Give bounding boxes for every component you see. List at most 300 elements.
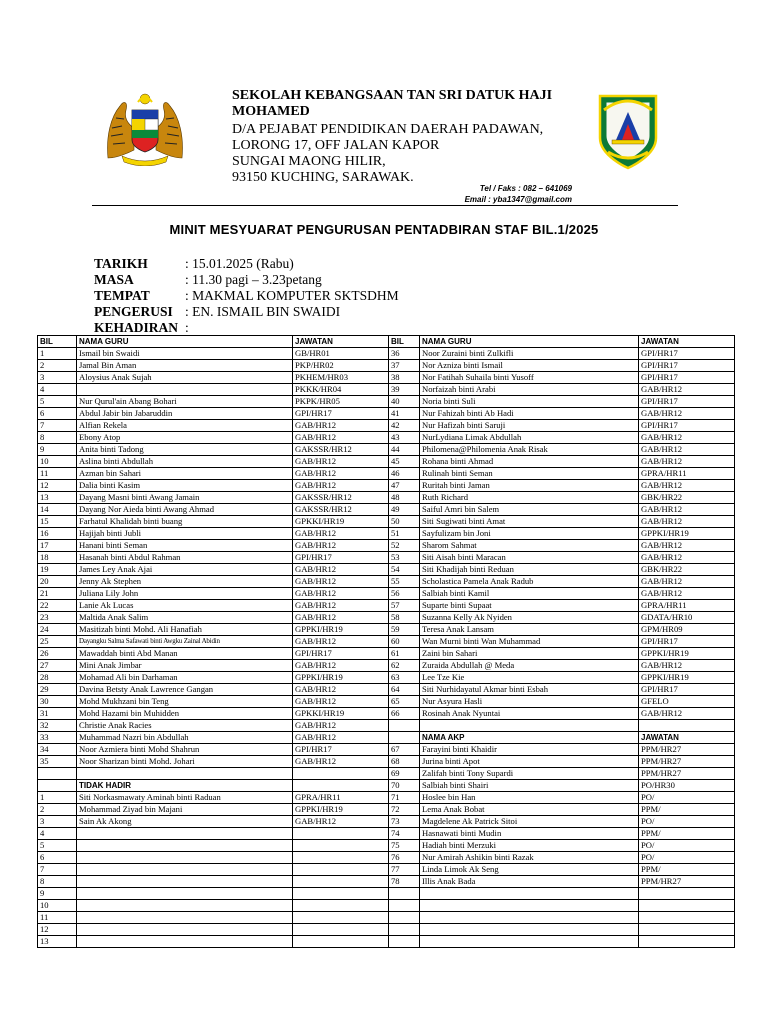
table-cell: PO/ <box>639 816 735 828</box>
table-cell: GAB/HR12 <box>639 660 735 672</box>
table-cell: 46 <box>389 468 420 480</box>
table-row <box>38 912 735 924</box>
table-cell: 53 <box>389 552 420 564</box>
table-cell: Noria binti Suli <box>420 396 639 408</box>
table-cell: PO/ <box>639 852 735 864</box>
table-cell: GBK/HR22 <box>639 564 735 576</box>
table-cell: 62 <box>389 660 420 672</box>
table-cell: 3 <box>38 816 77 828</box>
table-cell: 76 <box>389 852 420 864</box>
table-cell: GAB/HR12 <box>639 516 735 528</box>
table-cell: 8 <box>38 876 77 888</box>
table-row <box>38 372 735 384</box>
table-cell: Nur Amirah Ashikin binti Razak <box>420 852 639 864</box>
table-cell: 5 <box>38 396 77 408</box>
table-cell: PKPK/HR05 <box>293 396 389 408</box>
table-cell: 40 <box>389 396 420 408</box>
table-row <box>38 540 735 552</box>
table-row <box>38 492 735 504</box>
table-cell <box>293 864 389 876</box>
table-cell: GAB/HR12 <box>293 528 389 540</box>
table-cell: Christie Anak Racies <box>77 720 293 732</box>
table-cell: Hasnawati binti Mudin <box>420 828 639 840</box>
table-cell <box>293 912 389 924</box>
table-cell: GAB/HR12 <box>293 420 389 432</box>
table-cell: Mohd Hazami bin Muhidden <box>77 708 293 720</box>
table-cell <box>293 852 389 864</box>
table-cell <box>293 780 389 792</box>
table-cell: 41 <box>389 408 420 420</box>
column-header: BIL <box>389 336 420 348</box>
table-cell: GAB/HR12 <box>293 576 389 588</box>
table-cell: 9 <box>38 444 77 456</box>
table-cell: GAKSSR/HR12 <box>293 504 389 516</box>
table-cell <box>389 732 420 744</box>
table-cell <box>389 720 420 732</box>
table-cell: GAB/HR12 <box>293 564 389 576</box>
table-cell: 35 <box>38 756 77 768</box>
table-cell: 75 <box>389 840 420 852</box>
table-cell: Siti Khadijah binti Reduan <box>420 564 639 576</box>
table-cell <box>77 852 293 864</box>
table-cell: Mohamad Ali bin Darhaman <box>77 672 293 684</box>
table-cell: 34 <box>38 744 77 756</box>
table-cell: 25 <box>38 636 77 648</box>
table-cell <box>639 912 735 924</box>
table-row <box>38 876 735 888</box>
table-cell: GAB/HR12 <box>639 540 735 552</box>
table-cell: Aloysius Anak Sujah <box>77 372 293 384</box>
table-cell: Aslina binti Abdullah <box>77 456 293 468</box>
table-cell: GPI/HR17 <box>639 372 735 384</box>
table-row <box>38 684 735 696</box>
table-cell: PPM/HR27 <box>639 756 735 768</box>
table-cell <box>77 384 293 396</box>
table-cell: GPI/HR17 <box>639 636 735 648</box>
table-cell: 52 <box>389 540 420 552</box>
attendance-table <box>37 335 735 948</box>
table-cell: Masitizah binti Mohd. Ali Hanafiah <box>77 624 293 636</box>
table-header-row <box>38 336 735 348</box>
table-cell <box>293 936 389 948</box>
table-cell: 55 <box>389 576 420 588</box>
table-cell: Sharom Sahmat <box>420 540 639 552</box>
table-cell: 77 <box>389 864 420 876</box>
table-cell <box>77 888 293 900</box>
table-cell: 13 <box>38 936 77 948</box>
table-cell: Zalifah binti Tony Supardi <box>420 768 639 780</box>
table-cell: GAB/HR12 <box>293 684 389 696</box>
table-cell: 11 <box>38 912 77 924</box>
table-cell: 45 <box>389 456 420 468</box>
table-cell: Noor Zuraini binti Zulkifli <box>420 348 639 360</box>
table-cell: 37 <box>389 360 420 372</box>
info-value: : EN. ISMAIL BIN SWAIDI <box>185 304 341 319</box>
table-row <box>38 468 735 480</box>
table-cell: GAB/HR12 <box>639 576 735 588</box>
table-cell: PO/ <box>639 840 735 852</box>
table-cell: Nor Azniza binti Ismail <box>420 360 639 372</box>
info-label: TEMPAT <box>94 288 150 303</box>
table-cell: 65 <box>389 696 420 708</box>
table-row <box>38 888 735 900</box>
table-cell: 74 <box>389 828 420 840</box>
table-cell: Farhatul Khalidah binti buang <box>77 516 293 528</box>
table-cell: Hadiah binti Merzuki <box>420 840 639 852</box>
table-cell <box>77 876 293 888</box>
table-cell <box>420 720 639 732</box>
table-cell: GPPKI/HR19 <box>293 804 389 816</box>
table-cell: 30 <box>38 696 77 708</box>
table-cell <box>639 720 735 732</box>
table-cell: 10 <box>38 456 77 468</box>
table-cell: GBK/HR22 <box>639 492 735 504</box>
table-cell: Suzanna Kelly Ak Nyiden <box>420 612 639 624</box>
table-row <box>38 768 735 780</box>
table-cell: Philomena@Philomenia Anak Risak <box>420 444 639 456</box>
table-cell <box>389 924 420 936</box>
table-cell <box>293 840 389 852</box>
table-cell: PKP/HR02 <box>293 360 389 372</box>
table-cell: Juliana Lily John <box>77 588 293 600</box>
table-cell <box>293 876 389 888</box>
table-cell: 13 <box>38 492 77 504</box>
table-cell: 32 <box>38 720 77 732</box>
table-cell: 56 <box>389 588 420 600</box>
table-cell: 27 <box>38 660 77 672</box>
table-cell: 1 <box>38 348 77 360</box>
table-cell: Linda Limok Ak Seng <box>420 864 639 876</box>
table-cell: Ebony Atop <box>77 432 293 444</box>
table-cell: 2 <box>38 804 77 816</box>
table-cell: 9 <box>38 888 77 900</box>
table-cell: 19 <box>38 564 77 576</box>
table-cell: GPRA/HR11 <box>293 792 389 804</box>
table-cell <box>77 924 293 936</box>
table-cell: GPKKI/HR19 <box>293 516 389 528</box>
table-cell <box>77 768 293 780</box>
table-cell: GAB/HR12 <box>293 456 389 468</box>
table-cell: 43 <box>389 432 420 444</box>
table-cell: Rosinah Anak Nyuntai <box>420 708 639 720</box>
table-row <box>38 444 735 456</box>
table-cell: 7 <box>38 864 77 876</box>
info-label: PENGERUSI <box>94 304 173 319</box>
table-cell: TIDAK HADIR <box>77 780 293 792</box>
table-cell: Illis Anak Bada <box>420 876 639 888</box>
table-cell <box>293 768 389 780</box>
table-row <box>38 420 735 432</box>
table-cell: 73 <box>389 816 420 828</box>
school-name <box>232 88 572 120</box>
table-cell: 4 <box>38 828 77 840</box>
info-value: : 11.30 pagi – 3.23petang <box>185 272 322 287</box>
table-cell: GAB/HR12 <box>293 540 389 552</box>
table-cell: Nur Qurul'ain Abang Bohari <box>77 396 293 408</box>
table-cell: Siti Aisah binti Maracan <box>420 552 639 564</box>
table-cell <box>293 900 389 912</box>
table-cell: 42 <box>389 420 420 432</box>
table-cell: 16 <box>38 528 77 540</box>
table-cell: PO/ <box>639 792 735 804</box>
table-cell: 8 <box>38 432 77 444</box>
table-cell: GDATA/HR10 <box>639 612 735 624</box>
table-cell: Salbiah binti Shairi <box>420 780 639 792</box>
table-cell: 67 <box>389 744 420 756</box>
table-cell <box>389 936 420 948</box>
table-cell: NAMA AKP <box>420 732 639 744</box>
table-cell: Teresa Anak Lansam <box>420 624 639 636</box>
table-cell: GAB/HR12 <box>293 696 389 708</box>
table-cell <box>38 768 77 780</box>
table-row <box>38 720 735 732</box>
info-label: KEHADIRAN <box>94 320 179 335</box>
table-cell: GPI/HR17 <box>293 552 389 564</box>
table-cell: GPPKI/HR19 <box>639 648 735 660</box>
table-cell: GAB/HR12 <box>293 468 389 480</box>
table-cell: GAB/HR12 <box>293 612 389 624</box>
table-cell: GAB/HR12 <box>639 408 735 420</box>
table-cell: Siti Norkasmawaty Aminah binti Raduan <box>77 792 293 804</box>
table-cell: PPM/ <box>639 828 735 840</box>
table-cell: 72 <box>389 804 420 816</box>
tel-fax: Tel / Faks : 082 – 641069 <box>479 184 572 193</box>
table-cell <box>389 888 420 900</box>
table-cell: PKKK/HR04 <box>293 384 389 396</box>
table-row <box>38 552 735 564</box>
table-cell: GB/HR01 <box>293 348 389 360</box>
address-line1: D/A PEJABAT PENDIDIKAN DAERAH PADAWAN, <box>232 122 544 137</box>
table-cell <box>639 888 735 900</box>
table-cell <box>293 828 389 840</box>
table-cell: 78 <box>389 876 420 888</box>
table-cell: 15 <box>38 516 77 528</box>
address-line2: LORONG 17, OFF JALAN KAPOR <box>232 138 440 153</box>
table-cell: JAWATAN <box>639 732 735 744</box>
table-cell <box>420 900 639 912</box>
table-cell: Mohammad Ziyad bin Majani <box>77 804 293 816</box>
column-header: JAWATAN <box>293 336 389 348</box>
table-cell: Mawaddah binti Abd Manan <box>77 648 293 660</box>
malaysia-coat-of-arms-icon <box>104 88 186 166</box>
table-row <box>38 792 735 804</box>
table-cell: Mohd Mukhzani bin Teng <box>77 696 293 708</box>
table-cell: GAB/HR12 <box>293 816 389 828</box>
table-cell: PPM/HR27 <box>639 876 735 888</box>
table-cell: GAB/HR12 <box>293 480 389 492</box>
table-cell: Jurina binti Apot <box>420 756 639 768</box>
table-cell: Ruritah binti Jaman <box>420 480 639 492</box>
table-cell: Zuraida Abdullah @ Meda <box>420 660 639 672</box>
table-cell: Norfaizah binti Arabi <box>420 384 639 396</box>
table-cell: Muhammad Nazri bin Abdullah <box>77 732 293 744</box>
table-cell: 59 <box>389 624 420 636</box>
table-cell: GPI/HR17 <box>639 684 735 696</box>
table-row <box>38 780 735 792</box>
table-cell: GAB/HR12 <box>293 636 389 648</box>
table-cell: GAB/HR12 <box>293 432 389 444</box>
table-row <box>38 864 735 876</box>
table-row <box>38 852 735 864</box>
column-header: NAMA GURU <box>420 336 639 348</box>
table-cell: GAB/HR12 <box>293 660 389 672</box>
table-cell: 58 <box>389 612 420 624</box>
table-cell: GAB/HR12 <box>639 444 735 456</box>
table-row <box>38 348 735 360</box>
table-cell: 51 <box>389 528 420 540</box>
info-value: : <box>185 320 189 335</box>
table-cell: Dalia binti Kasim <box>77 480 293 492</box>
table-cell: Nur Fahizah binti Ab Hadi <box>420 408 639 420</box>
table-cell: GPRA/HR11 <box>639 468 735 480</box>
table-cell: 6 <box>38 852 77 864</box>
table-cell: Ruth Richard <box>420 492 639 504</box>
info-label: MASA <box>94 272 134 287</box>
table-cell <box>77 912 293 924</box>
table-cell: 50 <box>389 516 420 528</box>
table-cell: GPM/HR09 <box>639 624 735 636</box>
table-cell <box>420 912 639 924</box>
table-cell: GAB/HR12 <box>639 504 735 516</box>
info-value: : MAKMAL KOMPUTER SKTSDHM <box>185 288 399 303</box>
table-cell: PO/HR30 <box>639 780 735 792</box>
table-cell: 39 <box>389 384 420 396</box>
table-cell: Rulinah binti Seman <box>420 468 639 480</box>
table-row <box>38 396 735 408</box>
table-row <box>38 564 735 576</box>
table-cell: GPPKI/HR19 <box>639 672 735 684</box>
table-cell: 33 <box>38 732 77 744</box>
table-cell: 7 <box>38 420 77 432</box>
table-row <box>38 612 735 624</box>
table-row <box>38 672 735 684</box>
table-row <box>38 528 735 540</box>
table-cell: Sayfulizam bin Joni <box>420 528 639 540</box>
school-name-line2: MOHAMED <box>232 104 310 119</box>
table-cell: Siti Sugiwati binti Amat <box>420 516 639 528</box>
table-cell: GAB/HR12 <box>293 732 389 744</box>
table-row <box>38 708 735 720</box>
table-cell: Hajijah binti Jubli <box>77 528 293 540</box>
table-cell: GAB/HR12 <box>639 708 735 720</box>
table-row <box>38 828 735 840</box>
table-cell: 47 <box>389 480 420 492</box>
table-cell: 3 <box>38 372 77 384</box>
table-cell: 18 <box>38 552 77 564</box>
table-cell: 14 <box>38 504 77 516</box>
table-cell: 11 <box>38 468 77 480</box>
table-cell: GAB/HR12 <box>293 588 389 600</box>
table-cell: Mini Anak Jimbar <box>77 660 293 672</box>
table-cell <box>77 828 293 840</box>
table-cell: GAB/HR12 <box>293 720 389 732</box>
table-cell: James Ley Anak Ajai <box>77 564 293 576</box>
table-cell: 12 <box>38 924 77 936</box>
table-cell: 70 <box>389 780 420 792</box>
table-row <box>38 696 735 708</box>
address-line3: SUNGAI MAONG HILIR, <box>232 154 386 169</box>
table-cell: GAB/HR12 <box>639 480 735 492</box>
table-cell: Suparte binti Supaat <box>420 600 639 612</box>
table-cell: Noor Azmiera binti Mohd Shahrun <box>77 744 293 756</box>
table-cell: 64 <box>389 684 420 696</box>
address-line4: 93150 KUCHING, SARAWAK. <box>232 170 414 185</box>
table-row <box>38 660 735 672</box>
table-cell <box>420 936 639 948</box>
table-cell: 68 <box>389 756 420 768</box>
table-cell: 10 <box>38 900 77 912</box>
table-cell: GAB/HR12 <box>639 432 735 444</box>
table-cell <box>77 840 293 852</box>
document-title: MINIT MESYUARAT PENGURUSAN PENTADBIRAN STAF BIL.1/2025 <box>169 222 599 237</box>
table-cell: 49 <box>389 504 420 516</box>
table-cell: 29 <box>38 684 77 696</box>
table-cell: 2 <box>38 360 77 372</box>
table-row <box>38 744 735 756</box>
table-cell: Abdul Jabir bin Jabaruddin <box>77 408 293 420</box>
table-cell: Maltida Anak Salim <box>77 612 293 624</box>
table-cell: 54 <box>389 564 420 576</box>
table-cell: GPPKI/HR19 <box>293 624 389 636</box>
table-cell: 28 <box>38 672 77 684</box>
table-cell: GPI/HR17 <box>639 348 735 360</box>
table-cell: 31 <box>38 708 77 720</box>
header-divider <box>92 205 678 206</box>
table-cell: Nor Fatihah Suhaila binti Yusoff <box>420 372 639 384</box>
table-cell: GAKSSR/HR12 <box>293 492 389 504</box>
table-cell: GAB/HR12 <box>639 552 735 564</box>
table-cell: 12 <box>38 480 77 492</box>
email: Email : yba1347@gmail.com <box>464 195 572 204</box>
table-cell: GPI/HR17 <box>293 744 389 756</box>
table-cell <box>38 780 77 792</box>
table-row <box>38 732 735 744</box>
table-cell: GPRA/HR11 <box>639 600 735 612</box>
table-row <box>38 384 735 396</box>
table-cell: Saiful Amri bin Salem <box>420 504 639 516</box>
table-cell: 23 <box>38 612 77 624</box>
column-header: NAMA GURU <box>77 336 293 348</box>
table-cell: Anita binti Tadong <box>77 444 293 456</box>
table-cell: Magdelene Ak Patrick Sitoi <box>420 816 639 828</box>
school-crest-icon <box>594 90 662 170</box>
table-cell: 6 <box>38 408 77 420</box>
table-row <box>38 432 735 444</box>
table-row <box>38 636 735 648</box>
table-cell: Salbiah binti Kamil <box>420 588 639 600</box>
table-cell: PPM/HR27 <box>639 768 735 780</box>
table-cell: 63 <box>389 672 420 684</box>
table-cell: GPPKI/HR19 <box>293 672 389 684</box>
table-cell <box>639 936 735 948</box>
table-cell: Sain Ak Akong <box>77 816 293 828</box>
table-row <box>38 576 735 588</box>
table-cell: Dayangku Salma Safawati binti Awgku Zainal Abidin <box>77 636 293 648</box>
table-cell: GAKSSR/HR12 <box>293 444 389 456</box>
table-cell: Lema Anak Bobat <box>420 804 639 816</box>
table-cell <box>639 900 735 912</box>
table-cell: GAB/HR12 <box>293 600 389 612</box>
table-row <box>38 936 735 948</box>
table-row <box>38 516 735 528</box>
table-cell: Dayang Masni binti Awang Jamain <box>77 492 293 504</box>
table-cell: Scholastica Pamela Anak Radub <box>420 576 639 588</box>
table-cell <box>77 864 293 876</box>
table-cell: Noor Sharizan binti Mohd. Johari <box>77 756 293 768</box>
table-cell: 71 <box>389 792 420 804</box>
table-cell: Dayang Nor Aieda binti Awang Ahmad <box>77 504 293 516</box>
table-row <box>38 408 735 420</box>
